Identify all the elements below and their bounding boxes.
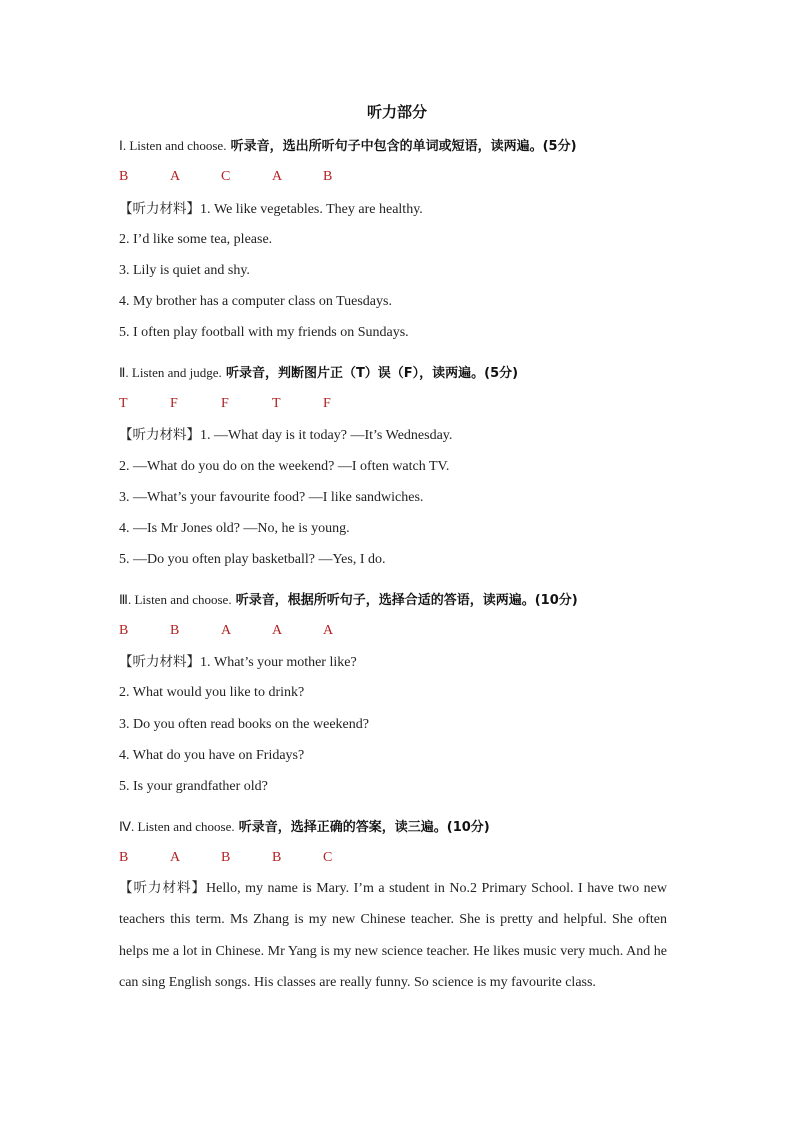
answer: F <box>170 396 178 411</box>
section-3-line: 5. Is your grandfather old? <box>119 779 268 794</box>
answer: B <box>119 169 129 184</box>
section-1-line: 2. I’d like some tea, please. <box>119 232 273 247</box>
section-3-line: 2. What would you like to drink? <box>119 685 305 700</box>
section-1-material-line <box>119 200 423 219</box>
section-1-heading-en: Ⅰ. Listen and choose. <box>119 138 227 153</box>
answer: B <box>170 623 180 638</box>
section-1-heading <box>119 137 577 156</box>
answer: A <box>170 169 181 184</box>
answer: A <box>221 623 232 638</box>
section-2-line: 5. —Do you often play basketball? —Yes, I do. <box>119 552 386 567</box>
passage-text: Hello, my name is Mary. I’m a student in No.2 Primary School. I have two new teachers this term. Ms Zhang is my new Chinese teacher. She is pretty and helpful. She often helps me a lot in Chinese. Mr Yang is my new science teacher. He likes music very much. And he can sing English songs. His classes are really funny. So science is my favourite class. <box>119 881 667 990</box>
section-3-heading-cn: 听录音，根据所听句子，选择合适的答语，读两遍。(10分) <box>235 593 578 608</box>
section-2-material-line <box>119 426 452 445</box>
section-4-answers <box>119 849 374 867</box>
answer: T <box>272 396 281 411</box>
material-text: 1. —What day is it today? —It’s Wednesday. <box>200 428 453 443</box>
answer: B <box>323 169 333 184</box>
material-tag: 【听力材料】 <box>119 880 207 896</box>
answer: F <box>323 396 331 411</box>
answer: B <box>119 623 129 638</box>
section-4-heading-en: Ⅳ. Listen and choose. <box>119 819 235 834</box>
section-2-line: 2. —What do you do on the weekend? —I often watch TV. <box>119 459 450 474</box>
section-2-heading-cn: 听录音，判断图片正（T）误（F），读两遍。(5分) <box>225 366 519 381</box>
section-3-answers <box>119 622 374 640</box>
material-text: 1. What’s your mother like? <box>200 655 357 670</box>
section-1-answers <box>119 168 374 186</box>
section-1-heading-cn: 听录音，选出所听句子中包含的单词或短语，读两遍。(5分) <box>230 139 577 154</box>
section-2-heading-en: Ⅱ. Listen and judge. <box>119 365 222 380</box>
answer: F <box>221 396 229 411</box>
material-tag: 【听力材料】 <box>119 654 200 670</box>
material-text: 1. We like vegetables. They are healthy. <box>200 202 423 217</box>
answer: A <box>170 850 181 865</box>
section-4-passage <box>119 873 667 998</box>
answer: T <box>119 396 128 411</box>
section-2-answers <box>119 395 374 413</box>
answer: A <box>272 623 283 638</box>
answer: B <box>221 850 231 865</box>
answer: B <box>272 850 282 865</box>
material-tag: 【听力材料】 <box>119 201 200 217</box>
section-2-heading <box>119 364 518 383</box>
answer: A <box>272 169 283 184</box>
section-1-line: 5. I often play football with my friends on Sundays. <box>119 325 409 340</box>
section-1-line: 3. Lily is quiet and shy. <box>119 263 250 278</box>
section-2-line: 4. —Is Mr Jones old? —No, he is young. <box>119 521 350 536</box>
answer: C <box>323 850 333 865</box>
answer: A <box>323 623 334 638</box>
section-3-heading <box>119 591 578 610</box>
material-tag: 【听力材料】 <box>119 427 200 443</box>
section-2-line: 3. —What’s your favourite food? —I like sandwiches. <box>119 490 424 505</box>
section-3-heading-en: Ⅲ. Listen and choose. <box>119 592 232 607</box>
page-title: 听力部分 <box>366 103 427 121</box>
section-3-material-line <box>119 653 357 672</box>
section-4-heading-cn: 听录音，选择正确的答案，读三遍。(10分) <box>238 820 490 835</box>
section-1-line: 4. My brother has a computer class on Tuesdays. <box>119 294 392 309</box>
answer: C <box>221 169 231 184</box>
section-3-line: 3. Do you often read books on the weekend? <box>119 717 369 732</box>
section-3-line: 4. What do you have on Fridays? <box>119 748 305 763</box>
section-4-heading <box>119 818 490 837</box>
answer: B <box>119 850 129 865</box>
